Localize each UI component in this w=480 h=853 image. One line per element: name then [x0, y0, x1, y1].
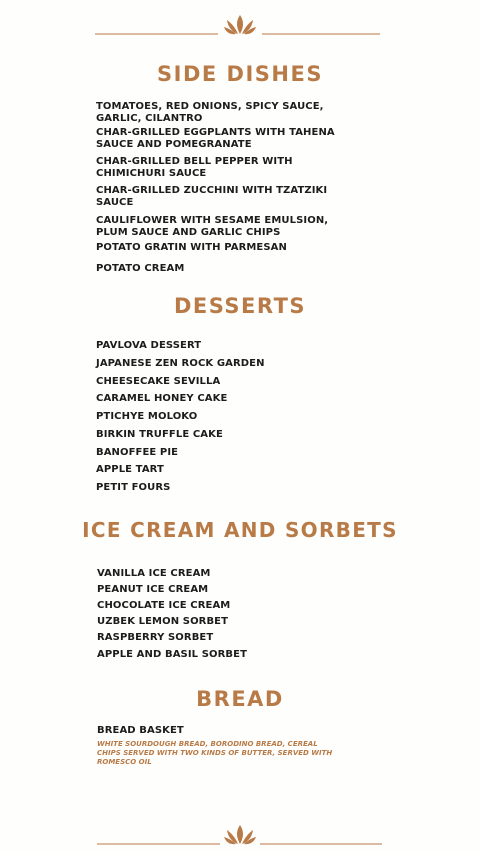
item-name: POTATO GRATIN WITH PARMESAN — [96, 242, 287, 253]
section-title-bread: BREAD — [196, 687, 284, 711]
item-name: BIRKIN TRUFFLE CAKE — [96, 429, 223, 440]
item-name: UZBEK LEMON SORBET — [97, 616, 229, 627]
item-name: CHAR-GRILLED EGGPLANTS WITH TAHENA SAUCE AND POMEGRANATE — [96, 127, 335, 150]
item-name: CHOCOLATE ICE CREAM — [97, 600, 231, 611]
section-title-side-dishes: SIDE DISHES — [157, 62, 323, 86]
item-name: JAPANESE ZEN ROCK GARDEN — [96, 358, 265, 369]
top-ornament — [0, 10, 480, 40]
lotus-ornament-icon — [224, 15, 256, 34]
item-name: CHAR-GRILLED BELL PEPPER WITH CHIMICHURI SAUCE — [96, 156, 293, 179]
lotus-ornament-icon — [224, 825, 256, 844]
section-title-ice-cream-and-sorbets: ICE CREAM AND SORBETS — [82, 518, 398, 542]
item-name: CHEESECAKE SEVILLA — [96, 376, 221, 387]
item-description: WHITE SOURDOUGH BREAD, BORODINO BREAD, CEREAL CHIPS SERVED WITH TWO KINDS OF BUTTER, SERVED WITH ROMESCO OIL — [97, 740, 333, 766]
item-name: BANOFFEE PIE — [96, 447, 179, 458]
item-name: VANILLA ICE CREAM — [97, 568, 211, 579]
item-name: BREAD BASKET — [97, 725, 184, 736]
item-name: PTICHYE MOLOKO — [96, 411, 198, 422]
item-name: PAVLOVA DESSERT — [96, 340, 202, 351]
item-name: POTATO CREAM — [96, 263, 185, 274]
item-name: TOMATOES, RED ONIONS, SPICY SAUCE, GARLIC, CILANTRO — [96, 101, 324, 124]
item-name: CHAR-GRILLED ZUCCHINI WITH TZATZIKI SAUCE — [96, 185, 328, 208]
section-title-desserts: DESSERTS — [173, 294, 307, 318]
item-name: APPLE TART — [96, 464, 164, 475]
item-name: RASPBERRY SORBET — [97, 632, 214, 643]
item-name: PETIT FOURS — [96, 482, 171, 493]
item-name: PEANUT ICE CREAM — [97, 584, 209, 595]
bottom-ornament — [0, 820, 480, 850]
item-name: CARAMEL HONEY CAKE — [96, 393, 228, 404]
item-name: APPLE AND BASIL SORBET — [97, 649, 247, 660]
item-name: CAULIFLOWER WITH SESAME EMULSION, PLUM SAUCE AND GARLIC CHIPS — [96, 215, 329, 238]
